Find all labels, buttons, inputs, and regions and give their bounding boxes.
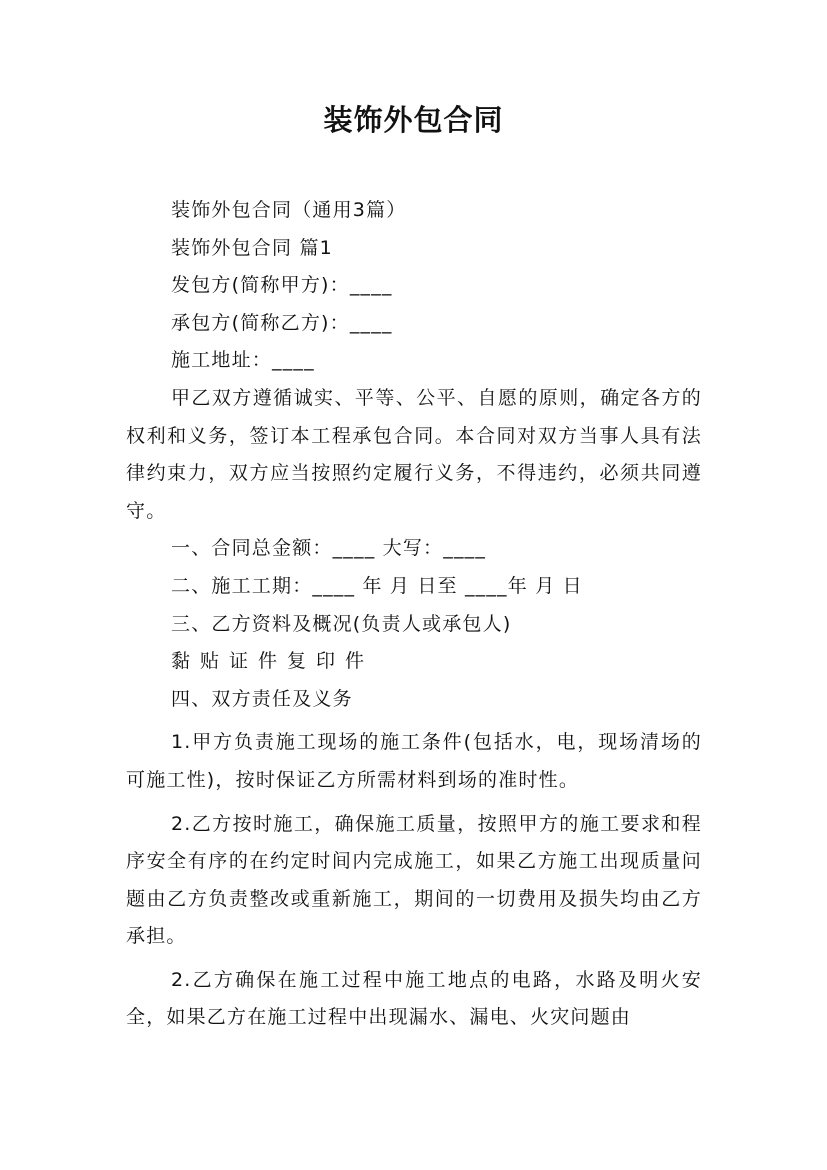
clause-responsibilities-heading: 四、双方责任及义务 [171,687,353,710]
section-heading: 装饰外包合同 篇1 [171,236,333,259]
clause-party-b-info: 三、乙方资料及概况(负责人或承包人) [171,612,512,635]
subtitle-line: 装饰外包合同（通用3篇） [171,199,407,221]
site-address-line: 施工地址：____ [171,349,315,372]
party-a-line: 发包方(简称甲方)：____ [171,274,393,297]
clause-total-amount: 一、合同总金额：____ 大写：____ [171,537,487,560]
paragraph-party-b-quality: 2.乙方按时施工，确保施工质量，按照甲方的施工要求和程序安全有序的在约定时间内完成施工，如果乙方施工出现质量问题由乙方负责整改或重新施工，期间的一切费用及损失均由乙方承担。 [126,812,702,948]
paragraph-party-b-safety: 2.乙方确保在施工过程中施工地点的电路，水路及明火安全，如果乙方在施工过程中出现漏水、漏电、火灾问题由 [126,968,702,1029]
party-b-line: 承包方(简称乙方)：____ [171,311,393,334]
paragraph-party-a-duty: 1.甲方负责施工现场的施工条件(包括水，电，现场清场的可施工性)，按时保证乙方所需材料到场的准时性。 [126,731,702,791]
document-body [126,192,702,1037]
intro-paragraph: 甲乙双方遵循诚实、平等、公平、自愿的原则，确定各方的权利和义务，签订本工程承包合同。本合同对双方当事人具有法律约束力，双方应当按照约定履行义务，不得违约，必须共同遵 守。 [126,386,702,522]
document-title: 装饰外包合同 [323,103,504,137]
clause-paste-id-copy: 黏贴证件复印件 [171,650,375,673]
clause-construction-period: 二、施工工期：____ 年 月 日至 ____年 月 日 [171,574,583,597]
